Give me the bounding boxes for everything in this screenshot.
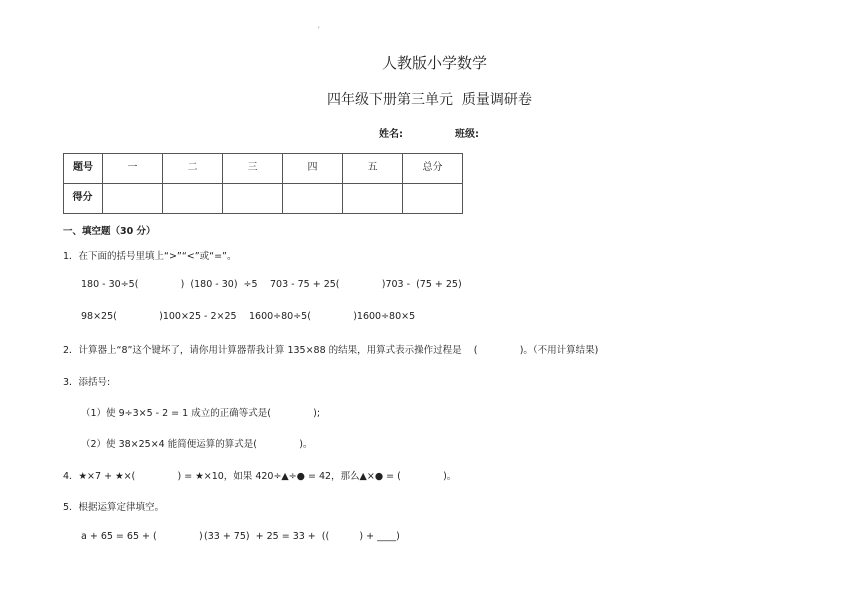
- score-header-cell: 二: [163, 154, 223, 184]
- q1-row2-right: 1600÷80÷5( )1600÷80×5: [249, 311, 416, 322]
- name-label: 姓名:: [379, 129, 403, 140]
- score-table-header-row: [64, 154, 463, 184]
- doc-subtitle: 四年级下册第三单元 质量调研卷: [327, 92, 532, 108]
- q3-sub1: （1）使 9÷3×5 - 2 = 1 成立的正确等式是( );: [81, 408, 321, 419]
- score-table: [63, 153, 463, 214]
- doc-title: 人教版小学数学: [382, 54, 488, 72]
- section-title: 一、填空题（30 分）: [63, 226, 156, 237]
- score-cell[interactable]: [103, 184, 163, 214]
- question-3: 3．添括号:: [63, 377, 111, 388]
- question-4: 4．★×7 + ★×( ) = ★×10，如果 420÷▲÷● = 42，那么▲×● = ( )。: [63, 471, 457, 482]
- score-cell[interactable]: [283, 184, 343, 214]
- question-2: 2．计算器上“8”这个键坏了，请你用计算器帮我计算 135×88 的结果，用算式表示操作过程是 ( )。（不用计算结果): [63, 345, 599, 356]
- score-header-cell: 总分: [403, 154, 463, 184]
- score-header-cell: 三: [223, 154, 283, 184]
- question-5: 5．根据运算定律填空。: [63, 502, 165, 513]
- question-1: 1．在下面的括号里填上“>”“<”或“=”。: [63, 251, 237, 262]
- score-cell[interactable]: [343, 184, 403, 214]
- score-header-cell: 题号: [64, 154, 103, 184]
- class-label: 班级:: [455, 129, 479, 140]
- score-table-score-row: [64, 184, 463, 214]
- q5-row1-left: a + 65 = 65 + ( ): [81, 531, 203, 542]
- q1-row1-right: 703 - 75 + 25( )703 - (75 + 25): [270, 279, 462, 290]
- q1-row1-left: 180 - 30÷5( ) (180 - 30) ÷5: [81, 279, 258, 290]
- score-header-cell: 一: [103, 154, 163, 184]
- score-header-cell: 五: [343, 154, 403, 184]
- score-cell[interactable]: [223, 184, 283, 214]
- score-header-cell: 四: [283, 154, 343, 184]
- q3-sub2: （2）使 38×25×4 能简便运算的算式是( )。: [81, 439, 313, 450]
- q1-row2-left: 98×25( )100×25 - 2×25: [81, 311, 237, 322]
- score-cell[interactable]: [163, 184, 223, 214]
- score-row-label: 得分: [64, 184, 103, 214]
- score-cell[interactable]: [403, 184, 463, 214]
- q5-row1-right: (33 + 75) + 25 = 33 + (( ) + ____): [204, 531, 400, 542]
- stray-mark: ': [318, 26, 320, 33]
